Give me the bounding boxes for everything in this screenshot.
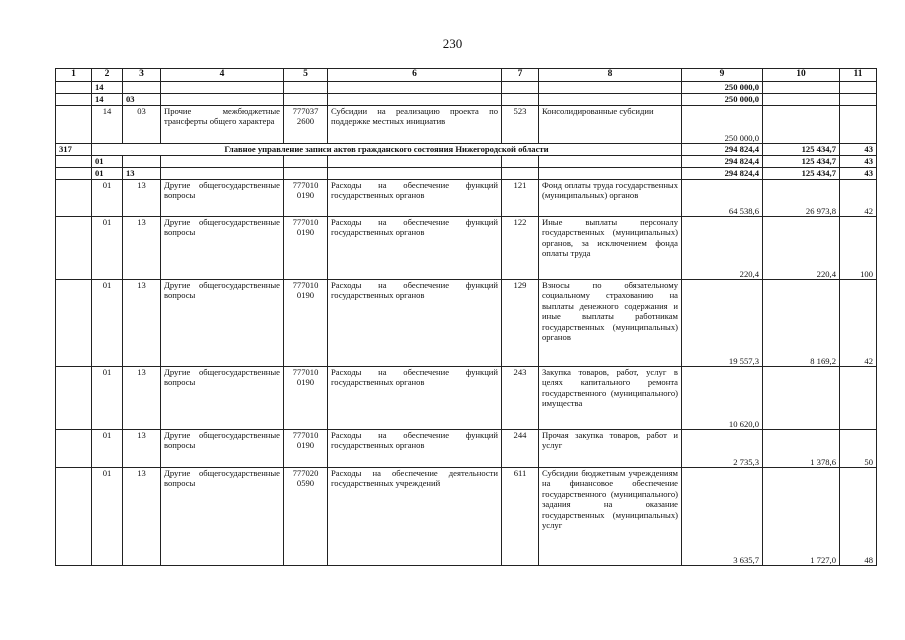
header-cell: 9 xyxy=(682,69,763,82)
subsection-code: 13 xyxy=(123,280,161,367)
header-cell: 8 xyxy=(539,69,682,82)
header-row xyxy=(56,69,877,82)
section-code: 01 xyxy=(92,430,123,468)
table-row xyxy=(56,367,877,430)
summary-row-section-01 xyxy=(56,156,877,168)
ministry-title: Главное управление записи актов гражданского состояния Нижегородской области xyxy=(92,144,682,156)
amount-planned: 220,4 xyxy=(682,217,763,280)
amount-executed: 1 727,0 xyxy=(763,468,840,566)
percent-executed: 100 xyxy=(840,217,877,280)
amount-executed xyxy=(763,106,840,144)
table-row xyxy=(56,468,877,566)
section-code: 14 xyxy=(92,82,123,94)
budget-table xyxy=(55,68,877,566)
amount-planned: 250 000,0 xyxy=(682,82,763,94)
subsection-code: 03 xyxy=(123,94,161,106)
expense-type-code: 523 xyxy=(502,106,539,144)
target-article-name: Расходы на обеспечение функций государственных органов xyxy=(328,217,502,280)
section-name: Другие общегосударственные вопросы xyxy=(161,468,284,566)
expense-type-code: 122 xyxy=(502,217,539,280)
amount-planned: 294 824,4 xyxy=(682,168,763,180)
amount-planned: 294 824,4 xyxy=(682,144,763,156)
percent-executed: 43 xyxy=(840,168,877,180)
section-name: Другие общегосударственные вопросы xyxy=(161,180,284,217)
target-article-code: 777037 2600 xyxy=(284,106,328,144)
target-article-code: 777010 0190 xyxy=(284,217,328,280)
summary-row-subsection-1403 xyxy=(56,94,877,106)
target-article-code: 777010 0190 xyxy=(284,180,328,217)
amount-planned: 2 735,3 xyxy=(682,430,763,468)
section-code: 14 xyxy=(92,94,123,106)
subsection-code: 13 xyxy=(123,367,161,430)
target-article-code: 777010 0190 xyxy=(284,367,328,430)
percent-executed: 43 xyxy=(840,156,877,168)
target-article-code: 777020 0590 xyxy=(284,468,328,566)
section-code: 01 xyxy=(92,156,123,168)
subsection-code: 13 xyxy=(123,217,161,280)
percent-executed: 42 xyxy=(840,180,877,217)
section-name: Другие общегосударственные вопросы xyxy=(161,367,284,430)
section-code: 01 xyxy=(92,367,123,430)
section-code: 01 xyxy=(92,468,123,566)
amount-planned: 64 538,6 xyxy=(682,180,763,217)
subsection-code: 13 xyxy=(123,180,161,217)
section-name: Другие общегосударственные вопросы xyxy=(161,280,284,367)
subsection-code: 13 xyxy=(123,430,161,468)
expense-type-name: Прочая закупка товаров, работ и услуг xyxy=(539,430,682,468)
percent-executed: 42 xyxy=(840,280,877,367)
expense-type-code: 611 xyxy=(502,468,539,566)
amount-executed: 26 973,8 xyxy=(763,180,840,217)
amount-planned: 19 557,3 xyxy=(682,280,763,367)
section-name: Другие общегосударственные вопросы xyxy=(161,217,284,280)
expense-type-name: Иные выплаты персоналу государственных (муниципальных) органов, за исключением фонда оплаты труда xyxy=(539,217,682,280)
subsection-code: 13 xyxy=(123,168,161,180)
target-article-name: Расходы на обеспечение функций государственных органов xyxy=(328,180,502,217)
percent-executed: 48 xyxy=(840,468,877,566)
target-article-code: 777010 0190 xyxy=(284,430,328,468)
summary-row-ministry-317 xyxy=(56,144,877,156)
header-cell: 7 xyxy=(502,69,539,82)
expense-type-code: 121 xyxy=(502,180,539,217)
target-article-name: Расходы на обеспечение функций государственных органов xyxy=(328,430,502,468)
header-cell: 3 xyxy=(123,69,161,82)
section-code: 01 xyxy=(92,180,123,217)
table-row xyxy=(56,180,877,217)
expense-type-name: Консолидированные субсидии xyxy=(539,106,682,144)
table-row xyxy=(56,280,877,367)
summary-row-section-14 xyxy=(56,82,877,94)
expense-type-code: 129 xyxy=(502,280,539,367)
ministry-code: 317 xyxy=(56,144,92,156)
table-row xyxy=(56,430,877,468)
percent-executed xyxy=(840,367,877,430)
expense-type-code: 243 xyxy=(502,367,539,430)
amount-executed: 125 434,7 xyxy=(763,156,840,168)
amount-executed: 8 169,2 xyxy=(763,280,840,367)
target-article-code: 777010 0190 xyxy=(284,280,328,367)
percent-executed: 43 xyxy=(840,144,877,156)
target-article-name: Расходы на обеспечение функций государственных органов xyxy=(328,367,502,430)
section-code: 01 xyxy=(92,280,123,367)
percent-executed xyxy=(840,106,877,144)
target-article-name: Расходы на обеспечение функций государственных органов xyxy=(328,280,502,367)
amount-planned: 3 635,7 xyxy=(682,468,763,566)
section-code: 14 xyxy=(92,106,123,144)
expense-type-name: Закупка товаров, работ, услуг в целях капитального ремонта государственного (муниципального) имущества xyxy=(539,367,682,430)
table-row xyxy=(56,106,877,144)
expense-type-name: Субсидии бюджетным учреждениям на финансовое обеспечение государственного (муниципального) задания на оказание государственных (муниципальных) услуг xyxy=(539,468,682,566)
amount-planned: 250 000,0 xyxy=(682,106,763,144)
target-article-name: Расходы на обеспечение деятельности государственных учреждений xyxy=(328,468,502,566)
header-cell: 10 xyxy=(763,69,840,82)
header-cell: 4 xyxy=(161,69,284,82)
amount-executed xyxy=(763,367,840,430)
header-cell: 11 xyxy=(840,69,877,82)
expense-type-code: 244 xyxy=(502,430,539,468)
expense-type-name: Фонд оплаты труда государственных (муниципальных) органов xyxy=(539,180,682,217)
section-name: Другие общегосударственные вопросы xyxy=(161,430,284,468)
amount-executed: 125 434,7 xyxy=(763,168,840,180)
amount-executed: 1 378,6 xyxy=(763,430,840,468)
subsection-code: 13 xyxy=(123,468,161,566)
table-row xyxy=(56,217,877,280)
page-number: 230 xyxy=(442,36,463,51)
section-name: Прочие межбюджетные трансферты общего характера xyxy=(161,106,284,144)
summary-row-subsection-0113 xyxy=(56,168,877,180)
header-cell: 5 xyxy=(284,69,328,82)
amount-planned: 294 824,4 xyxy=(682,156,763,168)
percent-executed: 50 xyxy=(840,430,877,468)
header-cell: 2 xyxy=(92,69,123,82)
section-code: 01 xyxy=(92,217,123,280)
amount-planned: 10 620,0 xyxy=(682,367,763,430)
amount-planned: 250 000,0 xyxy=(682,94,763,106)
section-code: 01 xyxy=(92,168,123,180)
target-article-name: Субсидии на реализацию проекта по поддержке местных инициатив xyxy=(328,106,502,144)
amount-executed: 220,4 xyxy=(763,217,840,280)
header-cell: 1 xyxy=(56,69,92,82)
subsection-code: 03 xyxy=(123,106,161,144)
header-cell: 6 xyxy=(328,69,502,82)
amount-executed: 125 434,7 xyxy=(763,144,840,156)
expense-type-name: Взносы по обязательному социальному страхованию на выплаты денежного содержания и иные выплаты работникам государственных (муниципальных) органов xyxy=(539,280,682,367)
